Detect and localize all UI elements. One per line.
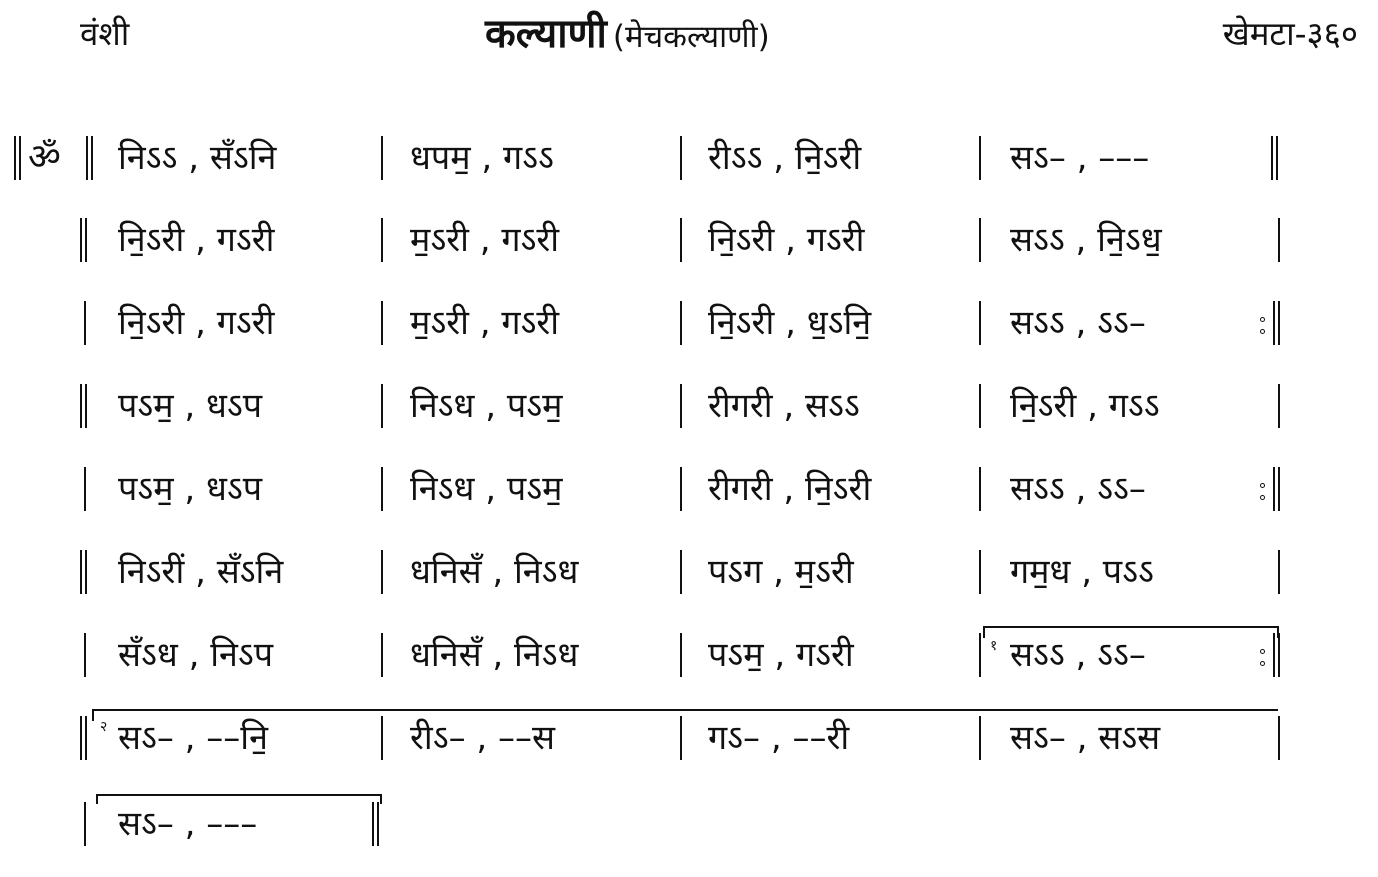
bar-line: [1278, 716, 1280, 760]
bar-line: [84, 467, 86, 511]
notation-cell: पऽम॒ , धऽप: [118, 386, 263, 426]
bar-line: [381, 633, 383, 677]
raga-title: [485, 8, 770, 63]
bar-line: [381, 550, 383, 594]
bar-line: [84, 802, 86, 846]
bar-line: [680, 467, 682, 511]
notation-cell: पऽम॒ , गऽरी: [708, 635, 854, 675]
bar-line: [979, 716, 981, 760]
notation-row-6: [0, 542, 1378, 602]
notation-cell: गऽ– , ––री: [708, 718, 850, 758]
bar-line: [381, 384, 383, 428]
bar-line: [979, 218, 981, 262]
bar-line: [979, 136, 981, 180]
notation-cell: सऽऽ , ऽऽ–: [1010, 469, 1146, 509]
notation-cell: रीगरी , नि॒ऽरी: [708, 469, 872, 509]
end-double-bar: [1271, 136, 1278, 180]
double-bar: [80, 550, 87, 594]
notation-row-7: [0, 625, 1378, 685]
notation-cell: सऽऽ , ऽऽ–: [1010, 635, 1146, 675]
notation-cell: निऽऽ , सँऽनि: [118, 138, 277, 178]
notation-cell: धनिसँ , निऽध: [410, 635, 579, 675]
notation-cell: सऽऽ , नि॒ऽध॒: [1010, 220, 1162, 260]
repeat-dots: [1260, 311, 1266, 339]
notation-cell: रीऽऽ , नि॒ऽरी: [708, 138, 862, 178]
instrument-label: वंशी: [80, 14, 130, 53]
notation-cell: नि॒ऽरी , गऽरी: [118, 220, 275, 260]
bar-line: [680, 716, 682, 760]
notation-cell: गम॒ध , पऽऽ: [1010, 552, 1154, 592]
bar-line: [84, 301, 86, 345]
notation-cell: सऽऽ , ऽऽ–: [1010, 303, 1146, 343]
bar-line: [979, 550, 981, 594]
notation-cell: धपम॒ , गऽऽ: [410, 138, 554, 178]
notation-cell: रीगरी , सऽऽ: [708, 386, 860, 426]
repeat-end-bar: [1273, 633, 1280, 677]
bar-line: [1278, 218, 1280, 262]
notation-row-5: [0, 459, 1378, 519]
volta-mark-2: २: [100, 719, 108, 735]
notation-cell: नि॒ऽरी , गऽऽ: [1010, 386, 1160, 426]
notation-cell: सऽ– , ––नि॒: [118, 718, 268, 758]
notation-cell: पऽम॒ , धऽप: [118, 469, 263, 509]
raga-name: कल्याणी: [485, 11, 607, 57]
notation-cell: नि॒ऽरी , ध॒ऽनि॒: [708, 303, 872, 343]
notation-cell: रीऽ– , ––स: [410, 718, 555, 758]
notation-cell: धनिसँ , निऽध: [410, 552, 579, 592]
notation-cell: नि॒ऽरी , गऽरी: [708, 220, 865, 260]
notation-cell: निऽरीं , सँऽनि: [118, 552, 284, 592]
repeat-end-bar: [1273, 301, 1280, 345]
notation-row-4: [0, 376, 1378, 436]
notation-row-3: [0, 293, 1378, 353]
double-bar: [80, 716, 87, 760]
notation-cell: सँऽध , निऽप: [118, 635, 274, 675]
bar-line: [979, 384, 981, 428]
bar-line: [680, 550, 682, 594]
bar-line: [84, 633, 86, 677]
bar-line: [680, 384, 682, 428]
notation-row-2: [0, 210, 1378, 270]
tala-label: खेमटा-३६०: [1222, 14, 1358, 53]
notation-row-1: [0, 128, 1378, 188]
bar-line: [1278, 384, 1280, 428]
bar-line: [1278, 550, 1280, 594]
bar-line: [381, 716, 383, 760]
bar-line: [381, 136, 383, 180]
notation-cell: निऽध , पऽम॒: [410, 386, 563, 426]
raga-alt-name: (मेचकल्याणी): [612, 19, 770, 55]
bar-line: [680, 633, 682, 677]
notation-cell: निऽध , पऽम॒: [410, 469, 563, 509]
bar-line: [381, 467, 383, 511]
bar-line: [680, 218, 682, 262]
bar-line: [381, 218, 383, 262]
double-bar: [80, 384, 87, 428]
bar-line: [979, 301, 981, 345]
bar-line: [381, 301, 383, 345]
notation-row-9: [0, 794, 1378, 854]
om-symbol: ॐ: [28, 137, 61, 178]
double-bar: [80, 218, 87, 262]
repeat-dots: [1260, 477, 1266, 505]
start-double-bar: [14, 136, 21, 180]
volta-mark-1: १: [990, 638, 998, 654]
repeat-dots: [1260, 643, 1266, 671]
notation-cell: म॒ऽरी , गऽरी: [410, 220, 560, 260]
double-bar: [86, 136, 93, 180]
notation-cell: म॒ऽरी , गऽरी: [410, 303, 560, 343]
bar-line: [680, 301, 682, 345]
bar-line: [979, 633, 981, 677]
notation-cell: पऽग , म॒ऽरी: [708, 552, 854, 592]
notation-cell: सऽ– , –––: [1010, 138, 1150, 178]
repeat-end-bar: [1273, 467, 1280, 511]
notation-row-8: [0, 708, 1378, 768]
notation-cell: सऽ– , सऽस: [1010, 718, 1161, 758]
bar-line: [979, 467, 981, 511]
end-double-bar: [372, 802, 379, 846]
notation-cell: सऽ– , –––: [118, 804, 258, 844]
bar-line: [680, 136, 682, 180]
notation-cell: नि॒ऽरी , गऽरी: [118, 303, 275, 343]
